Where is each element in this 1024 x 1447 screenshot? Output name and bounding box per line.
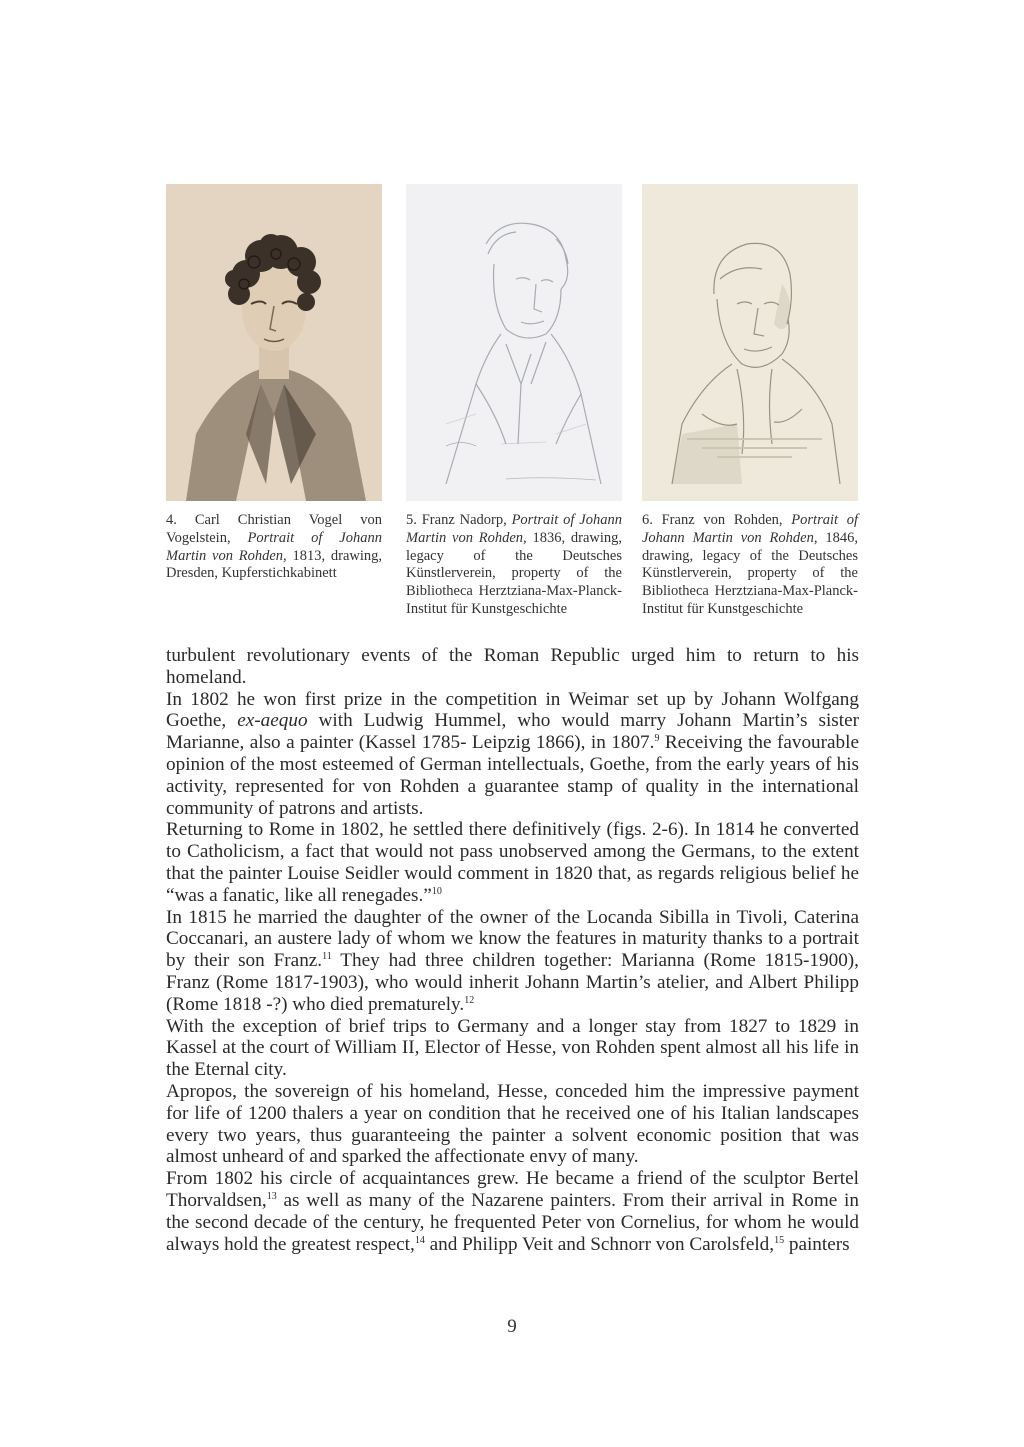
paragraph-text: In 1802 he won first prize in the competition in Weimar set up by Johann Wolfgang Goethe,	[166, 688, 859, 732]
paragraph-6	[166, 1081, 859, 1168]
caption-author: Franz von Rohden,	[661, 512, 783, 528]
caption-number: 4.	[166, 512, 177, 528]
figure-5-caption	[406, 512, 622, 619]
paragraph-7	[166, 1168, 859, 1255]
paragraph-text: From 1802 his circle of acquaintances grew. He became a friend of the sculptor Bertel Thorvaldsen,	[166, 1168, 859, 1211]
paragraph-text: In 1815 he married the daughter of the owner of the Locanda Sibilla in Tivoli, Caterina Coccanari, an austere lady of whom we know the features in maturity thanks to a portrait by their son Franz.	[166, 906, 859, 972]
paragraph-text: Receiving the favourable opinion of the most esteemed of German intellectuals, Goethe, from the early years of his activity, represented for von Rohden a guarantee stamp of quality in the international community of patrons and artists.	[166, 732, 859, 819]
body-text	[166, 645, 859, 1255]
paragraph-text: Apropos, the sovereign of his homeland, Hesse, conceded him the impressive payment for life of 1200 thalers a year on condition that he received one of his Italian landscapes every two years, thus guaranteeing the painter a solvent economic position that was almost unheard of and sparked the affectionate envy of many.	[166, 1080, 859, 1168]
paragraph-text: They had three children together: Marianna (Rome 1815-1900), Franz (Rome 1817-1903), who would inherit Johann Martin’s atelier, and Albert Philipp (Rome 1818 -?) who died prematurely.	[166, 950, 859, 1015]
footnote-ref[interactable]: 14	[414, 1234, 425, 1246]
caption-details: 1836, drawing, legacy of the Deutsches Künstlerverein, property of the Bibliotheca Herztziana-Max-Planck-Institut für Kunstgeschichte	[406, 529, 623, 617]
paragraph-text: and Philipp Veit and Schnorr von Carolsfeld,	[424, 1233, 775, 1255]
caption-title: Portrait of Johann Martin von Rohden,	[642, 512, 859, 546]
caption-details: 1846, drawing, legacy of the Deutsches Künstlerverein, property of the Bibliotheca Herztziana-Max-Planck-Institut für Kunstgeschichte	[642, 529, 858, 617]
caption-number: 5.	[406, 512, 417, 528]
paragraph-2	[166, 689, 859, 820]
caption-author: Franz Nadorp,	[421, 512, 507, 528]
paragraph-text: Returning to Rome in 1802, he settled there definitively (figs. 2-6). In 1814 he converted to Catholicism, a fact that would not pass unobserved among the Germans, to the extent that the painter Louise Seidler would comment in 1820 that, as regards religious belief he “was a fanatic, like all renegades.”	[166, 819, 859, 906]
figure-6-caption	[642, 512, 858, 619]
figure-4-portrait-image	[166, 184, 382, 501]
paragraph-4	[166, 907, 859, 1016]
paragraph-text: With the exception of brief trips to Germany and a longer stay from 1827 to 1829 in Kassel at the court of William II, Elector of Hesse, von Rohden spent almost all his life in the Eternal city.	[166, 1015, 859, 1081]
caption-title: Portrait of Johann Martin von Rohden,	[406, 512, 622, 546]
figure-5-portrait-image	[406, 184, 622, 501]
paragraph-5	[166, 1016, 859, 1081]
caption-title: Portrait of Johann Martin von Rohden,	[166, 529, 382, 564]
footnote-ref[interactable]: 11	[322, 951, 332, 963]
figure-6-portrait-image	[642, 184, 858, 501]
paragraph-3	[166, 819, 859, 906]
italic-term: ex-aequo	[237, 710, 308, 732]
footnote-ref[interactable]: 9	[654, 733, 660, 745]
caption-number: 6.	[642, 512, 653, 528]
portrait-drawing-nadorp	[406, 184, 622, 501]
caption-details: 1813, drawing, Dresden, Kupferstichkabinett	[166, 547, 383, 582]
footnote-ref[interactable]: 15	[774, 1234, 785, 1246]
paragraph-text: as well as many of the Nazarene painters. From their arrival in Rome in the second decade of the century, he frequented Peter von Cornelius, for whom he would always hold the greatest respect,	[166, 1189, 859, 1255]
paragraph-text: painters	[784, 1233, 850, 1255]
footnote-ref[interactable]: 10	[431, 885, 442, 897]
portrait-drawing-von-rohden	[642, 184, 858, 501]
figure-4-caption	[166, 512, 382, 583]
caption-author: Carl Christian Vogel von Vogelstein,	[166, 512, 382, 546]
footnote-ref[interactable]: 12	[464, 994, 475, 1006]
paragraph-text: turbulent revolutionary events of the Roman Republic urged him to return to his homeland.	[166, 645, 859, 688]
footnote-ref[interactable]: 13	[266, 1190, 277, 1202]
portrait-drawing-vogelstein	[166, 184, 382, 501]
paragraph-1	[166, 645, 859, 689]
paragraph-text: with Ludwig Hummel, who would marry Johann Martin’s sister Marianne, also a painter (Kassel 1785- Leipzig 1866), in 1807.	[166, 710, 859, 754]
page-number: 9	[507, 1316, 517, 1337]
